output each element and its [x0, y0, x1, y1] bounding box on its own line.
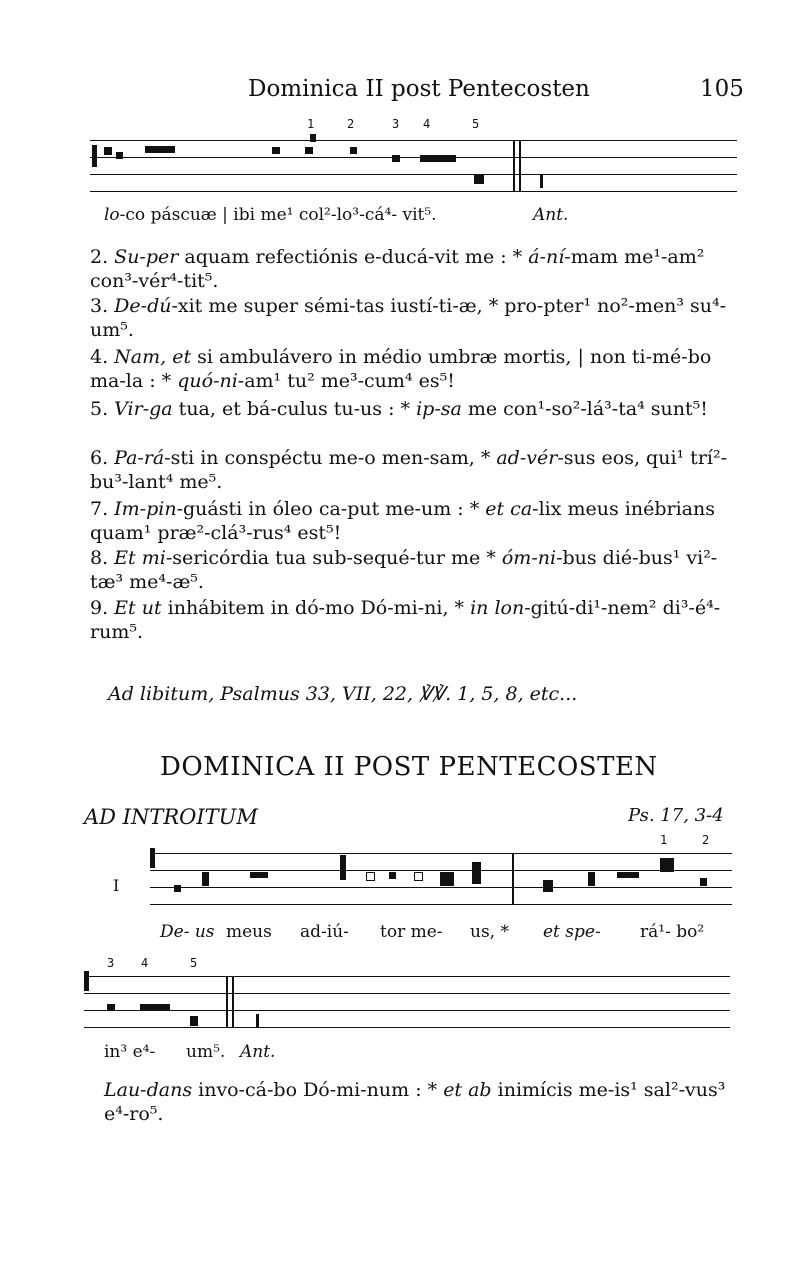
lyric: tor me-: [380, 922, 443, 942]
psalm-verse: 3. De-dú-xit me super sémi-tas iustí-ti-æ, * pro-pter¹ no²-men³ su⁴-um⁵.: [90, 295, 727, 341]
clef-icon: [150, 848, 155, 868]
psalm-verse: 9. Et ut inhábitem in dó-mo Dó-mi-ni, * in lon-gitú-di¹-nem² di³-é⁴-rum⁵.: [90, 597, 721, 643]
psalm-verse: 2. Su-per aquam refectiónis e-ducá-vit me : * á-ní-mam me¹-am² con³-vér⁴-tit⁵.: [90, 246, 705, 292]
ad-libitum-note: Ad libitum, Psalmus 33, VII, 22, ℣℣. 1, 5, 8, etc...: [108, 683, 578, 705]
introit-label: AD INTROITUM: [84, 805, 258, 829]
verse-number: 6.: [90, 447, 115, 469]
syllable-number: 3: [392, 117, 400, 131]
lyric: in³ e⁴-: [104, 1042, 156, 1062]
section-title: DOMINICA II POST PENTECOSTEN: [160, 752, 658, 782]
syllable-number: 3: [107, 956, 115, 970]
lyric: us, *: [470, 922, 509, 942]
psalm-reference: Ps. 17, 3-4: [628, 805, 724, 826]
verse-number: 3.: [90, 295, 115, 317]
syllable-number: 2: [347, 117, 355, 131]
psalm-verse: 4. Nam, et si ambulávero in médio umbræ mortis, | non ti-mé-bo ma-la : * quó-ni-am¹ tu² me³-cum⁴ es⁵!: [90, 346, 712, 392]
clef-icon: [84, 971, 89, 991]
lyric: De- us: [160, 922, 215, 942]
syllable-number: 1: [660, 833, 668, 847]
verse-number: 8.: [90, 547, 115, 569]
lyric: rá¹- bo²: [640, 922, 705, 942]
chant1-lyrics: lo-co páscuæ | ibi me¹ col²-lo³-cá⁴- vit⁵.: [104, 205, 437, 225]
verse-number: 5.: [90, 398, 115, 420]
lyric: et spe-: [543, 922, 601, 942]
verse-number: 2.: [90, 246, 115, 268]
psalm-verse: 6. Pa-rá-sti in conspéctu me-o men-sam, * ad-vér-sus eos, qui¹ trí²-bu³-lant⁴ me⁵.: [90, 447, 728, 493]
antiphon-mark: Ant.: [533, 205, 569, 225]
syllable-number: 2: [702, 833, 710, 847]
psalm-verse: 8. Et mi-sericórdia tua sub-sequé-tur me * óm-ni-bus dié-bus¹ vi²-tæ³ me⁴-æ⁵.: [90, 547, 718, 593]
syllable-number: 1: [307, 117, 315, 131]
syllable-number: 5: [190, 956, 198, 970]
lyric: meus: [226, 922, 272, 942]
verse-number: 9.: [90, 597, 115, 619]
running-title: Dominica II post Pentecosten: [248, 76, 590, 102]
lyric: um⁵.: [186, 1042, 226, 1062]
introit-verse: Lau-dans invo-cá-bo Dó-mi-num : * et ab inimícis me-is¹ sal²-vus³ e⁴-ro⁵.: [104, 1079, 726, 1125]
psalm-verse: 5. Vir-ga tua, et bá-culus tu-us : * ip-sa me con¹-so²-lá³-ta⁴ sunt⁵!: [90, 398, 708, 420]
syllable-number: 4: [423, 117, 431, 131]
verse-number: 4.: [90, 346, 115, 368]
lyric: ad-iú-: [300, 922, 349, 942]
syllable-number: 4: [141, 956, 149, 970]
clef-icon: [92, 145, 97, 167]
syllable-number: 5: [472, 117, 480, 131]
page-number: 105: [700, 76, 744, 102]
psalm-verse: 7. Im-pin-guásti in óleo ca-put me-um : * et ca-lix meus inébrians quam¹ præ²-clá³-rus⁴ est⁵!: [90, 498, 715, 544]
verse-number: 7.: [90, 498, 115, 520]
antiphon-mark: Ant.: [240, 1042, 276, 1062]
mode-number: I: [113, 876, 120, 895]
